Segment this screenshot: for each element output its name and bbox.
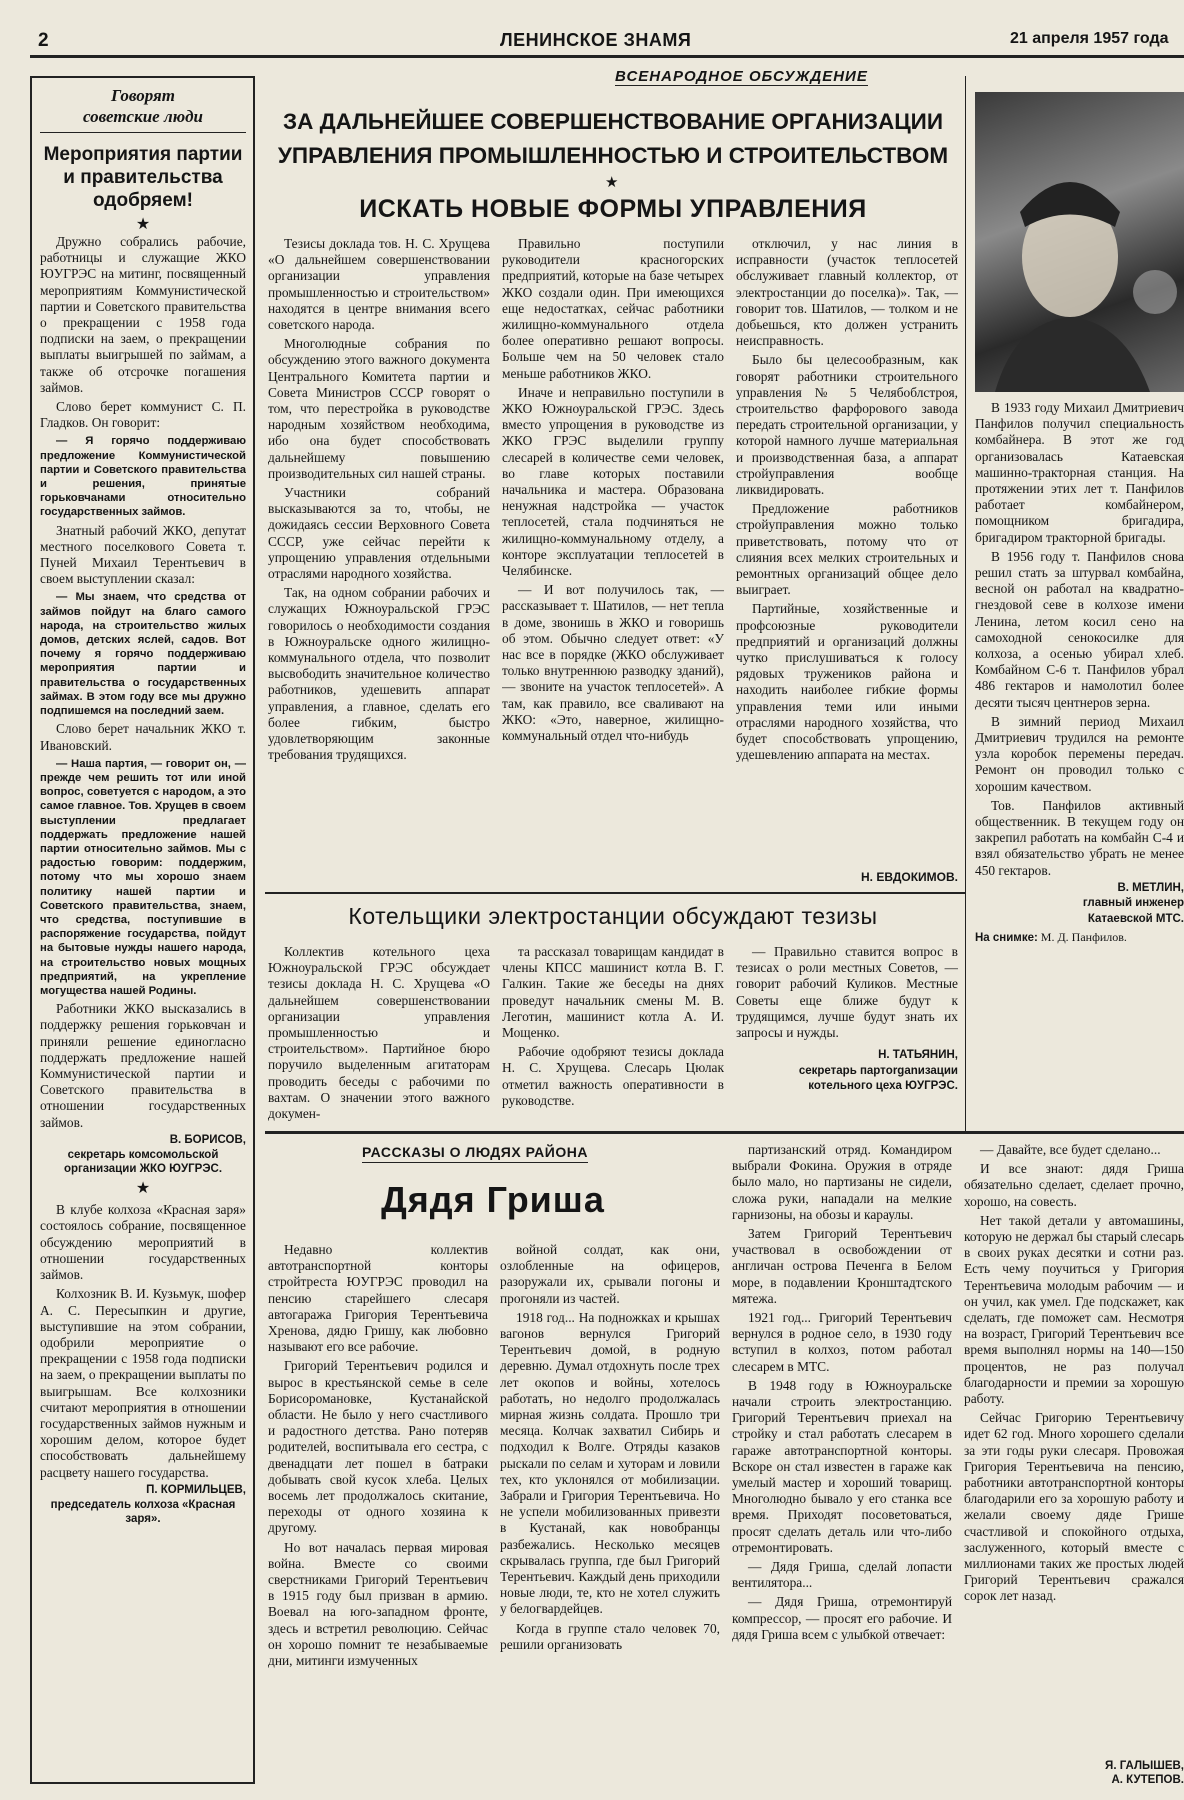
uncle-paragraph: Нет такой детали у автомашины, которую не держал бы старый слесарь в своих руках десятки и сотни раз. Есть чему поучиться у Григория Терентьевича молодым рабочим — и он учил, как умел. Где подскажет, как сделать, где поможет сам. Несмотря на возраст, Григорий Терентьевич все время выполнял нормы на 140—150 процентов, не раз получал благодарности и премии за хорошую работу. xyxy=(964,1212,1184,1407)
discussion-paragraph: — И вот получилось так, — рассказывает т. Шатилов, — нет тепла в доме, звонишь в ЖКО и говоришь об этом. Обычно следует ответ: «У нас все в порядке (ЖКО обслуживает только внутреннюю разводку зданий), — звоните на участок теплосетей». А там, как правило, все сваливают на ЖКО: «Это, наверное, жилищно-коммунальный отдел что-нибудь xyxy=(502,582,724,744)
uncle-column-3 xyxy=(732,1142,952,1788)
left-paragraph: Знатный рабочий ЖКО, депутат местного поселкового Совета т. Пуней Михаил Терентьевич в своем выступлении сказал: xyxy=(40,522,246,587)
discussion-column-1 xyxy=(268,236,490,884)
signature-role: секретарь комсомольской организации ЖКО ЮУГРЭС. xyxy=(63,1149,223,1175)
uncle-column-4 xyxy=(964,1142,1184,1754)
uncle-column-2 xyxy=(500,1242,720,1788)
uncle-paragraph: И все знают: дядя Гриша обязательно сделает, сделает прочно, хорошо, на совесть. xyxy=(964,1161,1184,1209)
stokers-column-2 xyxy=(502,944,724,1124)
rubric-line-1: Говорят xyxy=(110,86,175,105)
page-number: 2 xyxy=(38,30,49,51)
uncle-paragraph: Григорий Терентьевич родился и вырос в крестьянской семье в селе Борисоромановке, Кустанайской области. Не было у него счастливого и радостного детства. Рано потеряв родителей, воспитывала его сестра, с двенадцати лет пошел в батраки добывать свой кусок хлеба. Целых восемь лет продолжалось скитание, переходы от одного хозяина к другому. xyxy=(268,1358,488,1536)
uncle-paragraph: 1918 год... На подножках и крышах вагонов вернулся Григорий Терентьевич домой, в родную деревню. Думал отдохнуть после трех лет окопов и войны, хотелось работать, но недолго продолжалась мирная жизнь солдата. Прошло три месяца. Колчак захватил Сибирь и подходил к Волге. Отряды казаков рыскали по селам и хуторам и ловили тех, кто уклонялся от мобилизации. Забрали и Григория Терентьевича. Но не успели мобилизованных привезти в Кустанай, как новобранцы разбежались. Несколько месяцев скрывалась группа, где был Григорий Терентьевич. Каждый день приходили новые люди, те, кто не хотел служить у белогвардейцев. xyxy=(500,1309,720,1617)
left-paragraph: Слово берет коммунист С. П. Гладков. Он говорит: xyxy=(40,399,246,431)
rubric-line-2: советские люди xyxy=(40,106,246,133)
signature-name: П. КОРМИЛЬЦЕВ, xyxy=(146,1483,246,1496)
stokers-column-3 xyxy=(736,944,958,1124)
masthead-rule xyxy=(30,55,1184,58)
stokers-column-1 xyxy=(268,944,490,1124)
uncle-paragraph: Недавно коллектив автотранспортной конторы стройтреста ЮУГРЭС проводил на пенсию старейшего слесаря автогаража Григория Терентьевича Хренова, дядю Гришу, как любовно называют его все рабочие. xyxy=(268,1242,488,1355)
discussion-signature: Н. ЕВДОКИМОВ. xyxy=(860,870,958,884)
signature-role: секретарь партorganизации xyxy=(798,1064,958,1077)
left-paragraph: В клубе колхоза «Красная заря» состоялось собрание, посвященное обсуждению мероприятий в отношении государственных займов. xyxy=(40,1202,246,1283)
column-rule xyxy=(965,76,966,1131)
discussion-paragraph: Тезисы доклада тов. Н. С. Хрущева «О дальнейшем совершенствовании организации управления промышленностью и строительством» находятся в центре внимания всего советского народа. xyxy=(268,236,490,333)
discussion-title-line-1: ЗА ДАЛЬНЕЙШЕЕ СОВЕРШЕНСТВОВАНИЕ ОРГАНИЗАЦИИ xyxy=(282,109,944,134)
signature-name: А. КУТЕПОВ. xyxy=(1111,1774,1184,1786)
discussion-column-2 xyxy=(502,236,724,884)
discussion-subtitle: ИСКАТЬ НОВЫЕ ФОРМЫ УПРАВЛЕНИЯ xyxy=(359,195,867,223)
left-paragraph: Колхозник В. И. Кузьмук, шофер А. С. Пересыпкин и другие, выступившие на этом собрании, одобрили мероприятие о прекращении с 1958 года подписки на заем, о прекращении выплаты по выигрышам. Все колхозники считают мероприятия в отношении государственных займов нужным и хорошим делом, которое будет способствовать дальнейшему расцвету нашего государства. xyxy=(40,1286,246,1480)
stokers-paragraph: Рабочие одобряют тезисы доклада Н. С. Хрущева. Слесарь Цюлак отметил важность оперативности в руководстве. xyxy=(502,1044,724,1108)
discussion-paragraph: Предложение работников стройуправления можно только приветствовать, потому что от слияния всех мелких строительных и ремонтных организаций общее дело выиграет. xyxy=(736,501,958,598)
left-quote: — Мы знаем, что средства от займов пойдут на благо самого народа, на строительство жилых домов, детских яслей, садов. Вот почему я горячо поддерживаю мероприятия партии и правительства о государственных займах. В этом году все мы дружно подпишемся на последний заем. xyxy=(40,591,246,718)
discussion-title-line-2: УПРАВЛЕНИЯ ПРОМЫШЛЕННОСТЬЮ И СТРОИТЕЛЬСТВОМ xyxy=(277,143,949,168)
signature-name: В. МЕТЛИН, xyxy=(1117,881,1184,894)
uncle-column-1 xyxy=(268,1242,488,1788)
uncle-rubric: РАССКАЗЫ О ЛЮДЯХ РАЙОНА xyxy=(362,1144,588,1163)
left-quote: — Наша партия, — говорит он, — прежде чем решить тот или иной вопрос, советуется с народом, а это самое главное. Тов. Хрущев в своем выступлении предлагает поддержать предложение нашей партии относительно займов. Мы с радостью говорим: поддержим, потому что мы хорошо знаем политику нашей партии и Советского правительства, знаем, что средства, поступившие в распоряжение государства, пойдут на бытовые нужды нашего народа, на строительство новых мощных предприятий, на укрепление могущества нашей Родины. xyxy=(40,757,246,997)
discussion-paragraph: Иначе и неправильно поступили в ЖКО Южноуральской ГРЭС. Здесь вместо упрощения в руководстве из ЖКО ГРЭС выделили группу слесарей в количестве семи человек, во главе которых поставили начальника и мастера. Образована ненужная надстройка — участок теплосетей, стала подчиняться не жилищно-коммунальному отделу, а конторе эксплуатации теплосетей в Челябинске. xyxy=(502,384,724,579)
caption-label: На снимке: xyxy=(975,932,1038,945)
caption-text: М. Д. Панфилов. xyxy=(1040,930,1127,945)
photo-story-paragraph: В зимний период Михаил Дмитриевич трудился на ремонте узла коробок перемены передач. Ремонт он проводил только с хорошим качеством. xyxy=(975,713,1184,794)
left-paragraph: Дружно собрались рабочие, работницы и служащие ЖКО ЮУГРЭС на митинг, посвященный мероприятиям Коммунистической партии и Советского правительства о прекращении с 1958 года подписки на заем, о прекращении выплаты выигрышей по займам, а также об отсрочке погашения займов. xyxy=(40,234,246,395)
uncle-paragraph: В 1948 году в Южноуральске начали строить электростанцию. Григорий Терентьевич приехал на стройку и стал работать слесарем в гараже автотранспортной конторы. Вскоре он стал известен в гараже как умелый мастер и хороший товарищ. Многолюдно бывало у его станка все время. Приходят посоветоваться, просят сделать деталь или что-либо отремонтировать. xyxy=(732,1377,952,1555)
discussion-paragraph: Так, на одном собрании рабочих и служащих Южноуральской ГРЭС говорилось о необходимости создания в Южноуральске одного жилищно-коммунального отдела, что позволит высвободить значительное количество работников, удешевить аппарат управления, а главное, сделать его более гибким, быстро удовлетворяющим законные требования трудящихся. xyxy=(268,585,490,763)
left-article-title: Мероприятия партии и правительства одобряем! xyxy=(43,144,243,211)
issue-date: 21 апреля 1957 года xyxy=(1010,30,1169,47)
signature-name: В. БОРИСОВ, xyxy=(169,1133,246,1146)
section-rule xyxy=(265,1131,1184,1134)
left-column xyxy=(40,85,246,1775)
photo-story-paragraph: В 1956 году т. Панфилов снова решил стать за штурвал комбайна, весной он работал на квадратно-гнездовой севе в колхозе имени Ленина, летом косил сено на самоходной сенокосилке для колхоза, а осенью убирал хлеб. Комбайном С-6 т. Панфилов убрал 486 гектаров и намолотил более десяти тысяч центнеров зерна. xyxy=(975,548,1184,710)
signature-role: котельного цеха ЮУГРЭС. xyxy=(808,1080,958,1093)
discussion-paragraph: Правильно поступили руководители красногорских предприятий, которые на базе четырех ЖКО создали один. При имеющихся еще недостатках, сейчас работники жилищно-коммунального отдела более оперативно решают вопросы. Больше чем на 50 человек стало меньше работников ЖКО. xyxy=(502,236,724,381)
star-divider: ★ xyxy=(605,175,619,191)
left-paragraph: Работники ЖКО высказались в поддержку решения горьковчан и приняли решение единогласно поддержать предложение нашей Коммунистической партии и Советского правительства в отношении государственных займов. xyxy=(40,1001,246,1130)
uncle-paragraph: — Давайте, все будет сделано... xyxy=(980,1142,1161,1157)
uncle-paragraph: Но вот началась первая мировая война. Вместе со своими сверстниками Григорий Терентьевич в 1915 году был призван в армию. Воевал на юго-западном фронте, здесь и встретил революцию. Сейчас он хорошо помнит те незабываемые дни, митинги измученных xyxy=(268,1539,488,1669)
portrait-figure xyxy=(975,92,1184,392)
star-divider: ★ xyxy=(135,1180,151,1198)
signature-name: Н. ТАТЬЯНИН, xyxy=(878,1049,958,1062)
discussion-paragraph: Партийные, хозяйственные и профсоюзные руководители предприятий и организаций должны чутко прислушиваться к голосу рядовых тружеников района и находить наиболее гибкие формы управления теми или иными отраслями народного хозяйства, что будет способствовать упрощению, удешевлению аппарата на местах. xyxy=(736,601,958,763)
photo-story-paragraph: Тов. Панфилов активный общественник. В текущем году он закрепил работать на комбайн С-4 и взял обязательство убрать не менее 450 гектаров. xyxy=(975,797,1184,878)
stokers-paragraph: Коллектив котельного цеха Южноуральской ГРЭС обсуждает тезисы доклада Н. С. Хрущева «О дальнейшем совершенствовании организации управления промышленностью и строительством». Партийное бюро поручило выделенным агитаторам проводить беседы с рабочими по вахтам. О значении этого важного докумен- xyxy=(268,944,490,1122)
discussion-column-3 xyxy=(736,236,958,884)
discussion-paragraph: Было бы целесообразным, как говорят работники строительного управления № 5 Челябоблстроя, строительство фарфорового завода передать строительной организации, у которой намного лучше материальная и производственная база, а аппарат стройуправления вообще ликвидировать. xyxy=(736,352,958,498)
signature-role: главный инженер xyxy=(1082,897,1184,910)
photo-story-paragraph: В 1933 году Михаил Дмитриевич Панфилов получил специальность комбайнера. В этот же год организовалась Катаевская машинно-тракторная станция. На протяжении этих лет т. Панфилов работает комбайнером, помощником бригадира, бригадиром тракторной бригады. xyxy=(975,400,1184,545)
uncle-title: Дядя Гриша xyxy=(381,1179,605,1220)
signature-name: Я. ГАЛЫШЕВ, xyxy=(1105,1760,1184,1772)
uncle-paragraph: партизанский отряд. Командиром выбрали Фокина. Оружия в отряде было мало, но партизаны не сидели, сложа руки, нападали на мелкие гарнизоны, на обозы и караулы. xyxy=(732,1142,952,1222)
stokers-title: Котельщики электростанции обсуждают тезизы xyxy=(348,903,878,929)
discussion-paragraph: отключил, у нас линия в исправности (участок теплосетей обслуживает главный коллектор, от электростанции до поселка)». Так, — говорит тов. Шатилов, — толком и не добьешься, кто должен устранить неисправность. xyxy=(736,236,958,349)
portrait-photo xyxy=(975,92,1184,392)
uncle-paragraph: 1921 год... Григорий Терентьевич вернулся в родное село, в 1930 году вступил в колхоз, потом работал слесарем в МТС. xyxy=(732,1310,952,1374)
newspaper-name: ЛЕНИНСКОЕ ЗНАМЯ xyxy=(500,30,692,50)
uncle-paragraph: Когда в группе стало человек 70, решили организовать xyxy=(500,1620,720,1652)
stokers-paragraph: та рассказал товарищам кандидат в члены КПСС машинист котла В. Г. Галкин. Такие же беседы на днях проведут начальник смены М. В. Леготин, машинист котла А. И. Мощенко. xyxy=(502,944,724,1041)
stokers-paragraph: — Правильно ставится вопрос в тезисах о роли местных Советов, — говорит рабочий Куликов. Местные Советы еще ближе будут к трудящимся, лучше будут знать их запросы и нужды. xyxy=(736,944,958,1041)
signature-role: Катаевской МТС. xyxy=(1087,912,1184,925)
left-paragraph: Слово берет начальник ЖКО т. Ивановский. xyxy=(40,721,246,753)
discussion-paragraph: Многолюдные собрания по обсуждению этого важного документа Центрального Комитета партии и Совета Министров СССР говорят о том, что перестройка в руководстве народным хозяйством необходима, ибо она будет способствовать дальнейшему повышению производительных сил нашей страны. xyxy=(268,336,490,481)
uncle-paragraph: — Дядя Гриша, отремонтируй компрессор, — просят его рабочие. И дядя Гриша всем с улыбкой отвечает: xyxy=(732,1594,952,1642)
discussion-rubric: ВСЕНАРОДНОЕ ОБСУЖДЕНИЕ xyxy=(615,68,868,85)
photo-story xyxy=(975,400,1184,1110)
left-quote: — Я горячо поддерживаю предложение Коммунистической партии и Советского правительства и решения, принятые горьковчанами относительно государственных займов. xyxy=(40,435,246,519)
section-rule xyxy=(265,892,965,894)
uncle-paragraph: войной солдат, как они, озлобленные на офицеров, разоружали их, срывали погоны и прогоняли из частей. xyxy=(500,1242,720,1306)
uncle-paragraph: Затем Григорий Терентьевич участвовал в освобождении от англичан острова Печенга в Белом море, в подавлении Кронштадтского мятежа. xyxy=(732,1226,952,1306)
discussion-paragraph: Участники собраний высказываются за то, чтобы, не дожидаясь сессии Верховного Совета СССР, уже сейчас перейти к упрощению управления отдельными отраслями народного хозяйства. xyxy=(268,485,490,582)
uncle-paragraph: Сейчас Григорию Терентьевичу идет 62 год. Много хорошего сделали за эти годы руки слесаря. Провожая Григория Терентьевича на пенсию, работники автотранспортной конторы благодарили его за хорошую работу и желали своему дяде Грише счастливой и спокойного отдыха, заслуженного, который вместе с миллионами таких же простых людей Григорий Терентьевич сражался сорок лет назад. xyxy=(964,1410,1184,1604)
uncle-paragraph: — Дядя Гриша, сделай лопасти вентилятора... xyxy=(732,1559,952,1591)
star-divider: ★ xyxy=(135,216,151,233)
signature-role: председатель колхоза «Красная заря». xyxy=(50,1499,236,1525)
